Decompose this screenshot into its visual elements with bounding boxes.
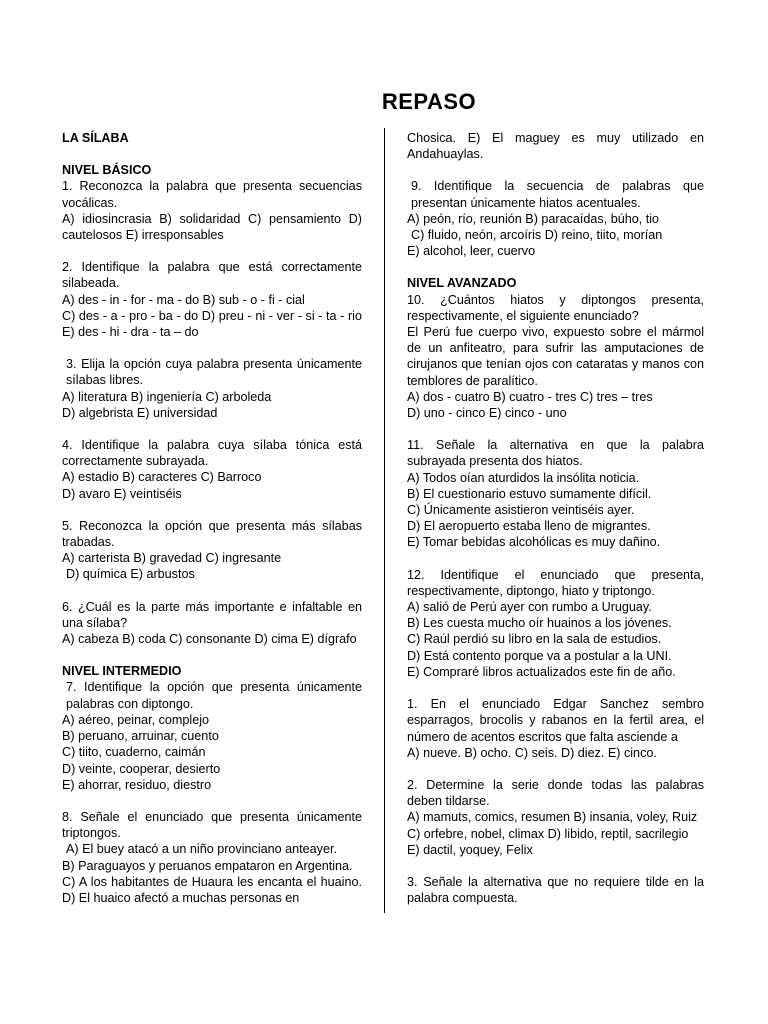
tilde-question-2-options-2: C) orfebre, nobel, climax D) libido, reptil, sacrilegio — [407, 826, 689, 841]
question-12-option-c: C) Raúl perdió su libro en la sala de estudios. — [407, 632, 662, 647]
question-2: 2. Identifique la palabra que está correctamente silabeada. — [62, 260, 362, 291]
tilde-question-1-options: A) nueve. B) ocho. C) seis. D) diez. E) cinco. — [407, 745, 657, 760]
question-7-option-a: A) aéreo, peinar, complejo — [62, 712, 210, 727]
question-3: 3. Elija la opción cuya palabra presenta únicamente sílabas libres. — [66, 357, 362, 388]
page-title: REPASO — [381, 89, 477, 114]
question-5-options-2: D) química E) arbustos — [66, 567, 195, 582]
question-11-option-d: D) El aeropuerto estaba lleno de migrantes. — [407, 519, 651, 534]
question-6: 6. ¿Cuál es la parte más importante e infaltable en una sílaba? — [62, 599, 362, 630]
question-10: 10. ¿Cuántos hiatos y diptongos presenta, respectivamente, el siguiente enunciado? — [407, 292, 704, 323]
question-11-option-c: C) Únicamente asistieron veintiséis ayer. — [407, 503, 635, 518]
question-7-option-c: C) tiito, cuaderno, caimán — [62, 745, 206, 760]
question-9-options-1: A) peón, río, reunión B) paracaídas, búho, tio — [407, 211, 660, 226]
tilde-question-2: 2. Determine la serie donde todas las palabras deben tildarse. — [407, 777, 704, 809]
question-8-continuation: Chosica. E) El maguey es muy utilizado en Andahuaylas. — [407, 131, 704, 162]
question-1: 1. Reconozca la palabra que presenta secuencias vocálicas. — [62, 179, 362, 210]
question-7: 7. Identifique la opción que presenta únicamente palabras con diptongo. — [66, 680, 362, 711]
question-3-options-2: D) algebrista E) universidad — [62, 405, 218, 420]
column-divider — [384, 128, 385, 913]
question-11: 11. Señale la alternativa en que la palabra subrayada presenta dos hiatos. — [407, 438, 704, 469]
right-column — [407, 130, 704, 906]
question-11-option-a: A) Todos oían aturdidos la insólita noticia. — [407, 470, 640, 485]
question-12-option-d: D) Está contento porque va a postular a la UNI. — [407, 648, 672, 663]
question-5: 5. Reconozca la opción que presenta más sílabas trabadas. — [62, 518, 362, 550]
section-title: LA SÍLABA — [62, 131, 129, 145]
question-3-options-1: A) literatura B) ingeniería C) arboleda — [62, 389, 272, 404]
question-4: 4. Identifique la palabra cuya sílaba tónica está correctamente subrayada. — [62, 438, 362, 469]
question-12-option-e: E) Compraré libros actualizados este fin de año. — [407, 664, 676, 679]
question-6-options: A) cabeza B) coda C) consonante D) cima E) dígrafo — [62, 632, 357, 647]
question-8-options-cd: C) A los habitantes de Huaura les encanta el huaino. D) El huaico afectó a muchas personas en — [62, 874, 362, 905]
left-column — [62, 130, 362, 906]
question-2-options-1: A) des - in - for - ma - do B) sub - o - fi - cial — [62, 292, 305, 307]
tilde-question-2-options-3: E) dactil, yoquey, Felix — [407, 842, 533, 857]
question-11-option-b: B) El cuestionario estuvo sumamente difícil. — [407, 486, 652, 501]
question-7-option-d: D) veinte, cooperar, desierto — [62, 761, 221, 776]
question-4-options-2: D) avaro E) veintiséis — [62, 486, 182, 501]
question-8: 8. Señale el enunciado que presenta únicamente triptongos. — [62, 809, 362, 841]
tilde-question-1: 1. En el enunciado Edgar Sanchez sembro esparragos, brocolis y rabanos en la fertil area, el número de acentos escritos que falta asciende a — [407, 697, 704, 744]
question-1-options: A) idiosincrasia B) solidaridad C) pensamiento D) cautelosos E) irresponsables — [62, 211, 362, 243]
advanced-level-heading: NIVEL AVANZADO — [407, 276, 517, 291]
tilde-question-2-options-1: A) mamuts, comics, resumen B) insania, voley, Ruiz — [407, 810, 698, 825]
question-12-option-a: A) salió de Perú ayer con rumbo a Uruguay. — [407, 600, 652, 615]
question-2-options-2: C) des - a - pro - ba - do D) preu - ni - ver - si - ta - rio E) des - hi - dra - ta – do — [62, 308, 362, 340]
question-12: 12. Identifique el enunciado que presenta, respectivamente, diptongo, hiato y triptongo. — [407, 567, 704, 598]
question-8-option-b: B) Paraguayos y peruanos empataron en Argentina. — [62, 858, 353, 873]
question-4-options-1: A) estadio B) caracteres C) Barroco — [62, 470, 262, 485]
question-5-options-1: A) carterista B) gravedad C) ingresante — [62, 551, 282, 566]
tilde-question-3: 3. Señale la alternativa que no requiere tilde en la palabra compuesta. — [407, 874, 704, 906]
question-9-options-3: E) alcohol, leer, cuervo — [407, 244, 536, 259]
question-10-text: El Perú fue cuerpo vivo, expuesto sobre el mármol de un anfiteatro, para sufrir las amputaciones de cirujanos que tenían ojos con cataratas y manos con temblores de paralítico. — [407, 325, 704, 388]
question-10-options-1: A) dos - cuatro B) cuatro - tres C) tres – tres — [407, 389, 653, 404]
question-8-option-a: A) El buey atacó a un niño provinciano anteayer. — [66, 842, 337, 857]
basic-level-heading: NIVEL BÁSICO — [62, 163, 152, 178]
question-12-option-b: B) Les cuesta mucho oír huainos a los jóvenes. — [407, 616, 672, 631]
question-11-option-e: E) Tomar bebidas alcohólicas es muy dañino. — [407, 535, 661, 550]
question-7-option-e: E) ahorrar, residuo, diestro — [62, 777, 212, 792]
question-7-option-b: B) peruano, arruinar, cuento — [62, 729, 219, 744]
question-9: 9. Identifique la secuencia de palabras que presentan únicamente hiatos acentuales. — [411, 179, 704, 210]
intermediate-level-heading: NIVEL INTERMEDIO — [62, 664, 182, 679]
question-10-options-2: D) uno - cinco E) cinco - uno — [407, 406, 567, 421]
question-9-options-2: C) fluido, neón, arcoíris D) reino, tiito, morían — [411, 228, 663, 243]
